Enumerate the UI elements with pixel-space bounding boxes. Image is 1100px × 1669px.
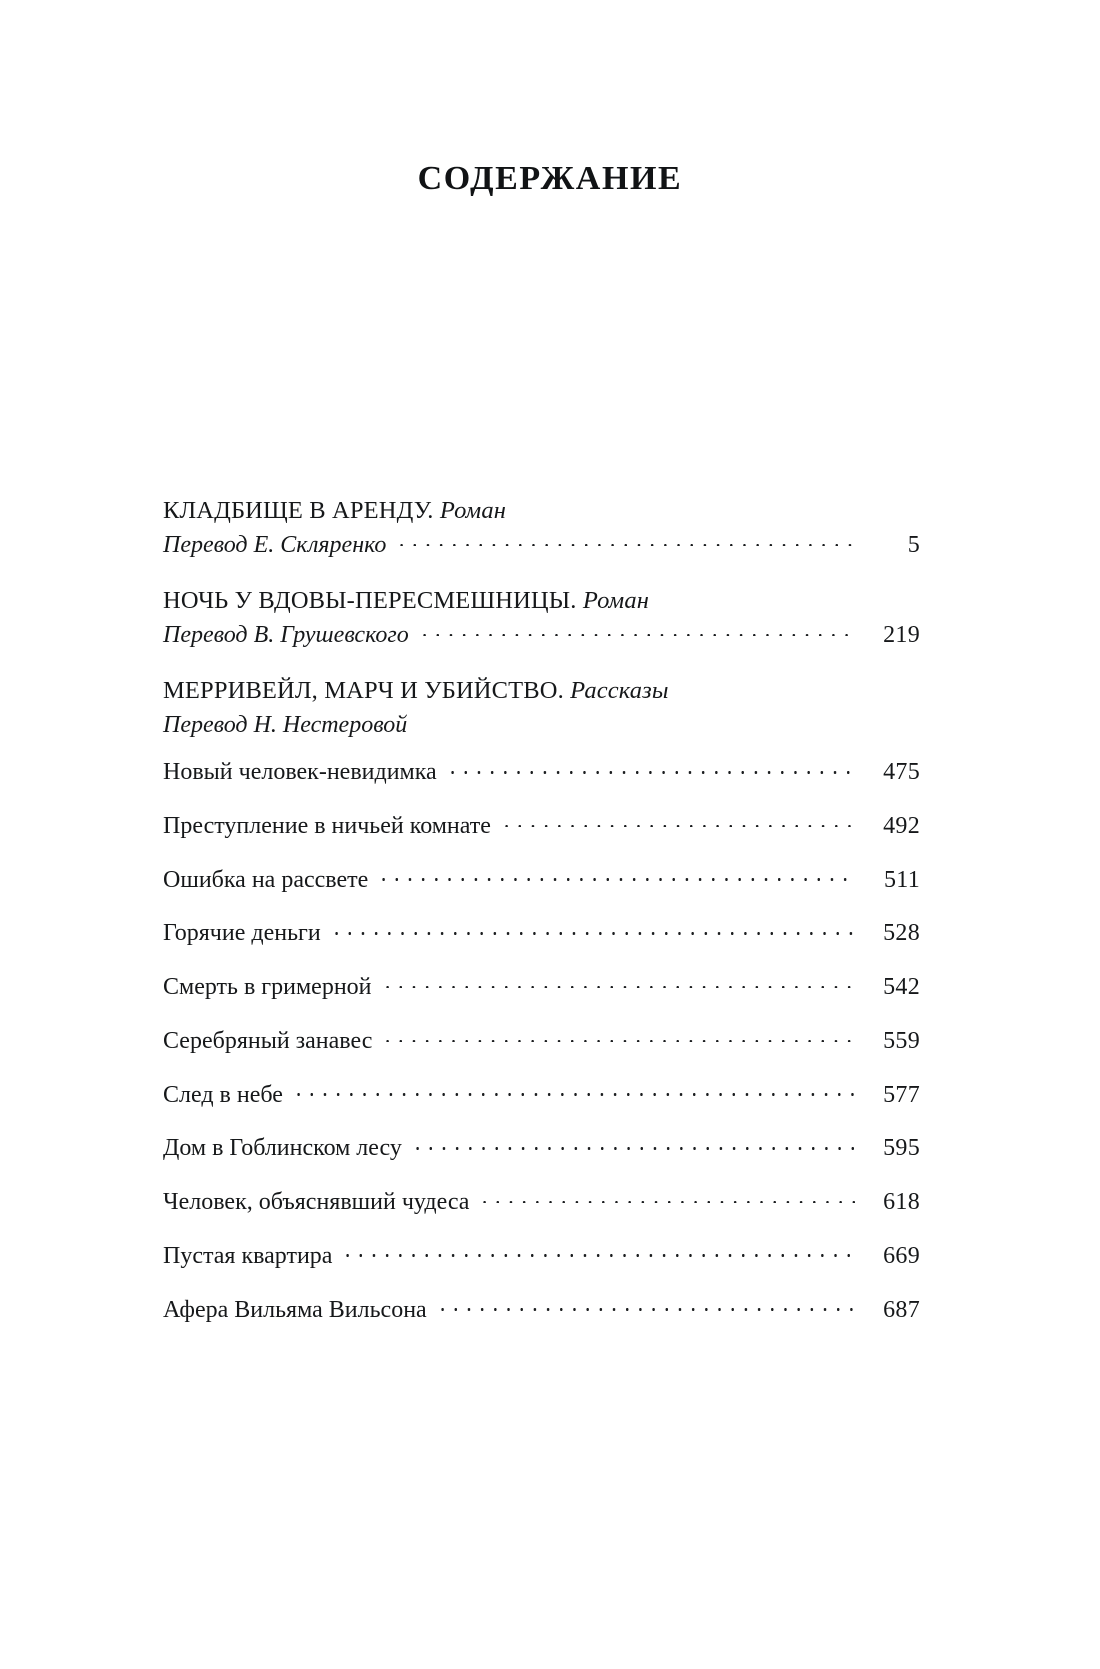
page-number: 577 bbox=[883, 1081, 920, 1108]
work-kind-label: Роман bbox=[582, 587, 650, 615]
dot-leader bbox=[377, 863, 855, 887]
list-item[interactable] bbox=[163, 1024, 920, 1057]
dot-leader bbox=[500, 809, 855, 833]
story-title: Дом в Гоблинском лесу bbox=[163, 1135, 402, 1162]
story-title: Преступление в ничьей комнате bbox=[163, 813, 491, 840]
list-item[interactable] bbox=[163, 863, 920, 896]
dot-leader bbox=[418, 618, 855, 642]
dot-leader bbox=[478, 1185, 855, 1209]
work-kind-label: Рассказы bbox=[570, 677, 669, 705]
dot-leader bbox=[436, 1293, 855, 1317]
page-number: 542 bbox=[883, 974, 920, 1001]
work-title-line bbox=[163, 587, 920, 615]
work-title-line bbox=[163, 497, 920, 525]
work-translator-line[interactable] bbox=[163, 618, 920, 651]
work-title-text: КЛАДБИЩЕ В АРЕНДУ. bbox=[163, 497, 434, 524]
dot-leader bbox=[330, 916, 855, 940]
story-title: Пустая квартира bbox=[163, 1242, 333, 1269]
work-translator-label: Перевод Н. Нестеровой bbox=[163, 712, 408, 739]
work-translator-label: Перевод Е. Скляренко bbox=[163, 531, 387, 558]
list-item[interactable] bbox=[163, 1131, 920, 1164]
story-title: Серебряный занавес bbox=[163, 1027, 373, 1054]
work-entry bbox=[163, 587, 920, 651]
list-item[interactable] bbox=[163, 1078, 920, 1111]
page-number: 595 bbox=[883, 1135, 920, 1162]
page-number: 492 bbox=[883, 813, 920, 840]
dot-leader bbox=[381, 970, 855, 994]
work-entry bbox=[163, 497, 920, 561]
page-number: 687 bbox=[883, 1296, 920, 1323]
work-title-line bbox=[163, 677, 920, 705]
toc-body bbox=[163, 497, 920, 1346]
story-title: След в небе bbox=[163, 1081, 283, 1108]
page-number: 618 bbox=[883, 1189, 920, 1216]
story-title: Человек, объяснявший чудеса bbox=[163, 1189, 470, 1216]
page-number: 5 bbox=[907, 531, 920, 558]
list-item[interactable] bbox=[163, 809, 920, 842]
work-translator-label: Перевод В. Грушевского bbox=[163, 622, 409, 649]
work-title-text: НОЧЬ У ВДОВЫ-ПЕРЕСМЕШНИЦЫ. bbox=[163, 587, 577, 615]
work-translator-line bbox=[163, 708, 920, 741]
story-title: Новый человек-невидимка bbox=[163, 759, 437, 786]
dot-leader bbox=[446, 755, 855, 779]
page-title: СОДЕРЖАНИЕ bbox=[417, 160, 683, 197]
dot-leader bbox=[341, 1239, 855, 1263]
list-item[interactable] bbox=[163, 755, 920, 788]
list-item[interactable] bbox=[163, 1185, 920, 1218]
page-number: 511 bbox=[883, 866, 920, 893]
dot-leader bbox=[416, 708, 855, 732]
page-number: 528 bbox=[883, 920, 920, 947]
page-number: 475 bbox=[883, 759, 920, 786]
list-item[interactable] bbox=[163, 1293, 920, 1326]
story-title: Ошибка на рассвете bbox=[163, 866, 369, 893]
list-item[interactable] bbox=[163, 970, 920, 1003]
story-list bbox=[163, 755, 920, 1325]
story-title: Афера Вильяма Вильсона bbox=[163, 1296, 427, 1323]
work-translator-line[interactable] bbox=[163, 528, 920, 561]
dot-leader bbox=[411, 1131, 855, 1155]
dot-leader bbox=[292, 1078, 855, 1102]
work-kind-label: Роман bbox=[439, 497, 507, 524]
dot-leader bbox=[381, 1024, 855, 1048]
page-number: 669 bbox=[883, 1242, 920, 1269]
page-number: 559 bbox=[883, 1027, 920, 1054]
story-title: Смерть в гримерной bbox=[163, 974, 372, 1001]
list-item[interactable] bbox=[163, 916, 920, 949]
work-title-text: МЕРРИВЕЙЛ, МАРЧ И УБИЙСТВО. bbox=[163, 677, 564, 705]
work-entry bbox=[163, 677, 920, 741]
list-item[interactable] bbox=[163, 1239, 920, 1272]
story-title: Горячие деньги bbox=[163, 920, 321, 947]
page-number: 219 bbox=[883, 622, 920, 649]
dot-leader bbox=[395, 528, 855, 552]
